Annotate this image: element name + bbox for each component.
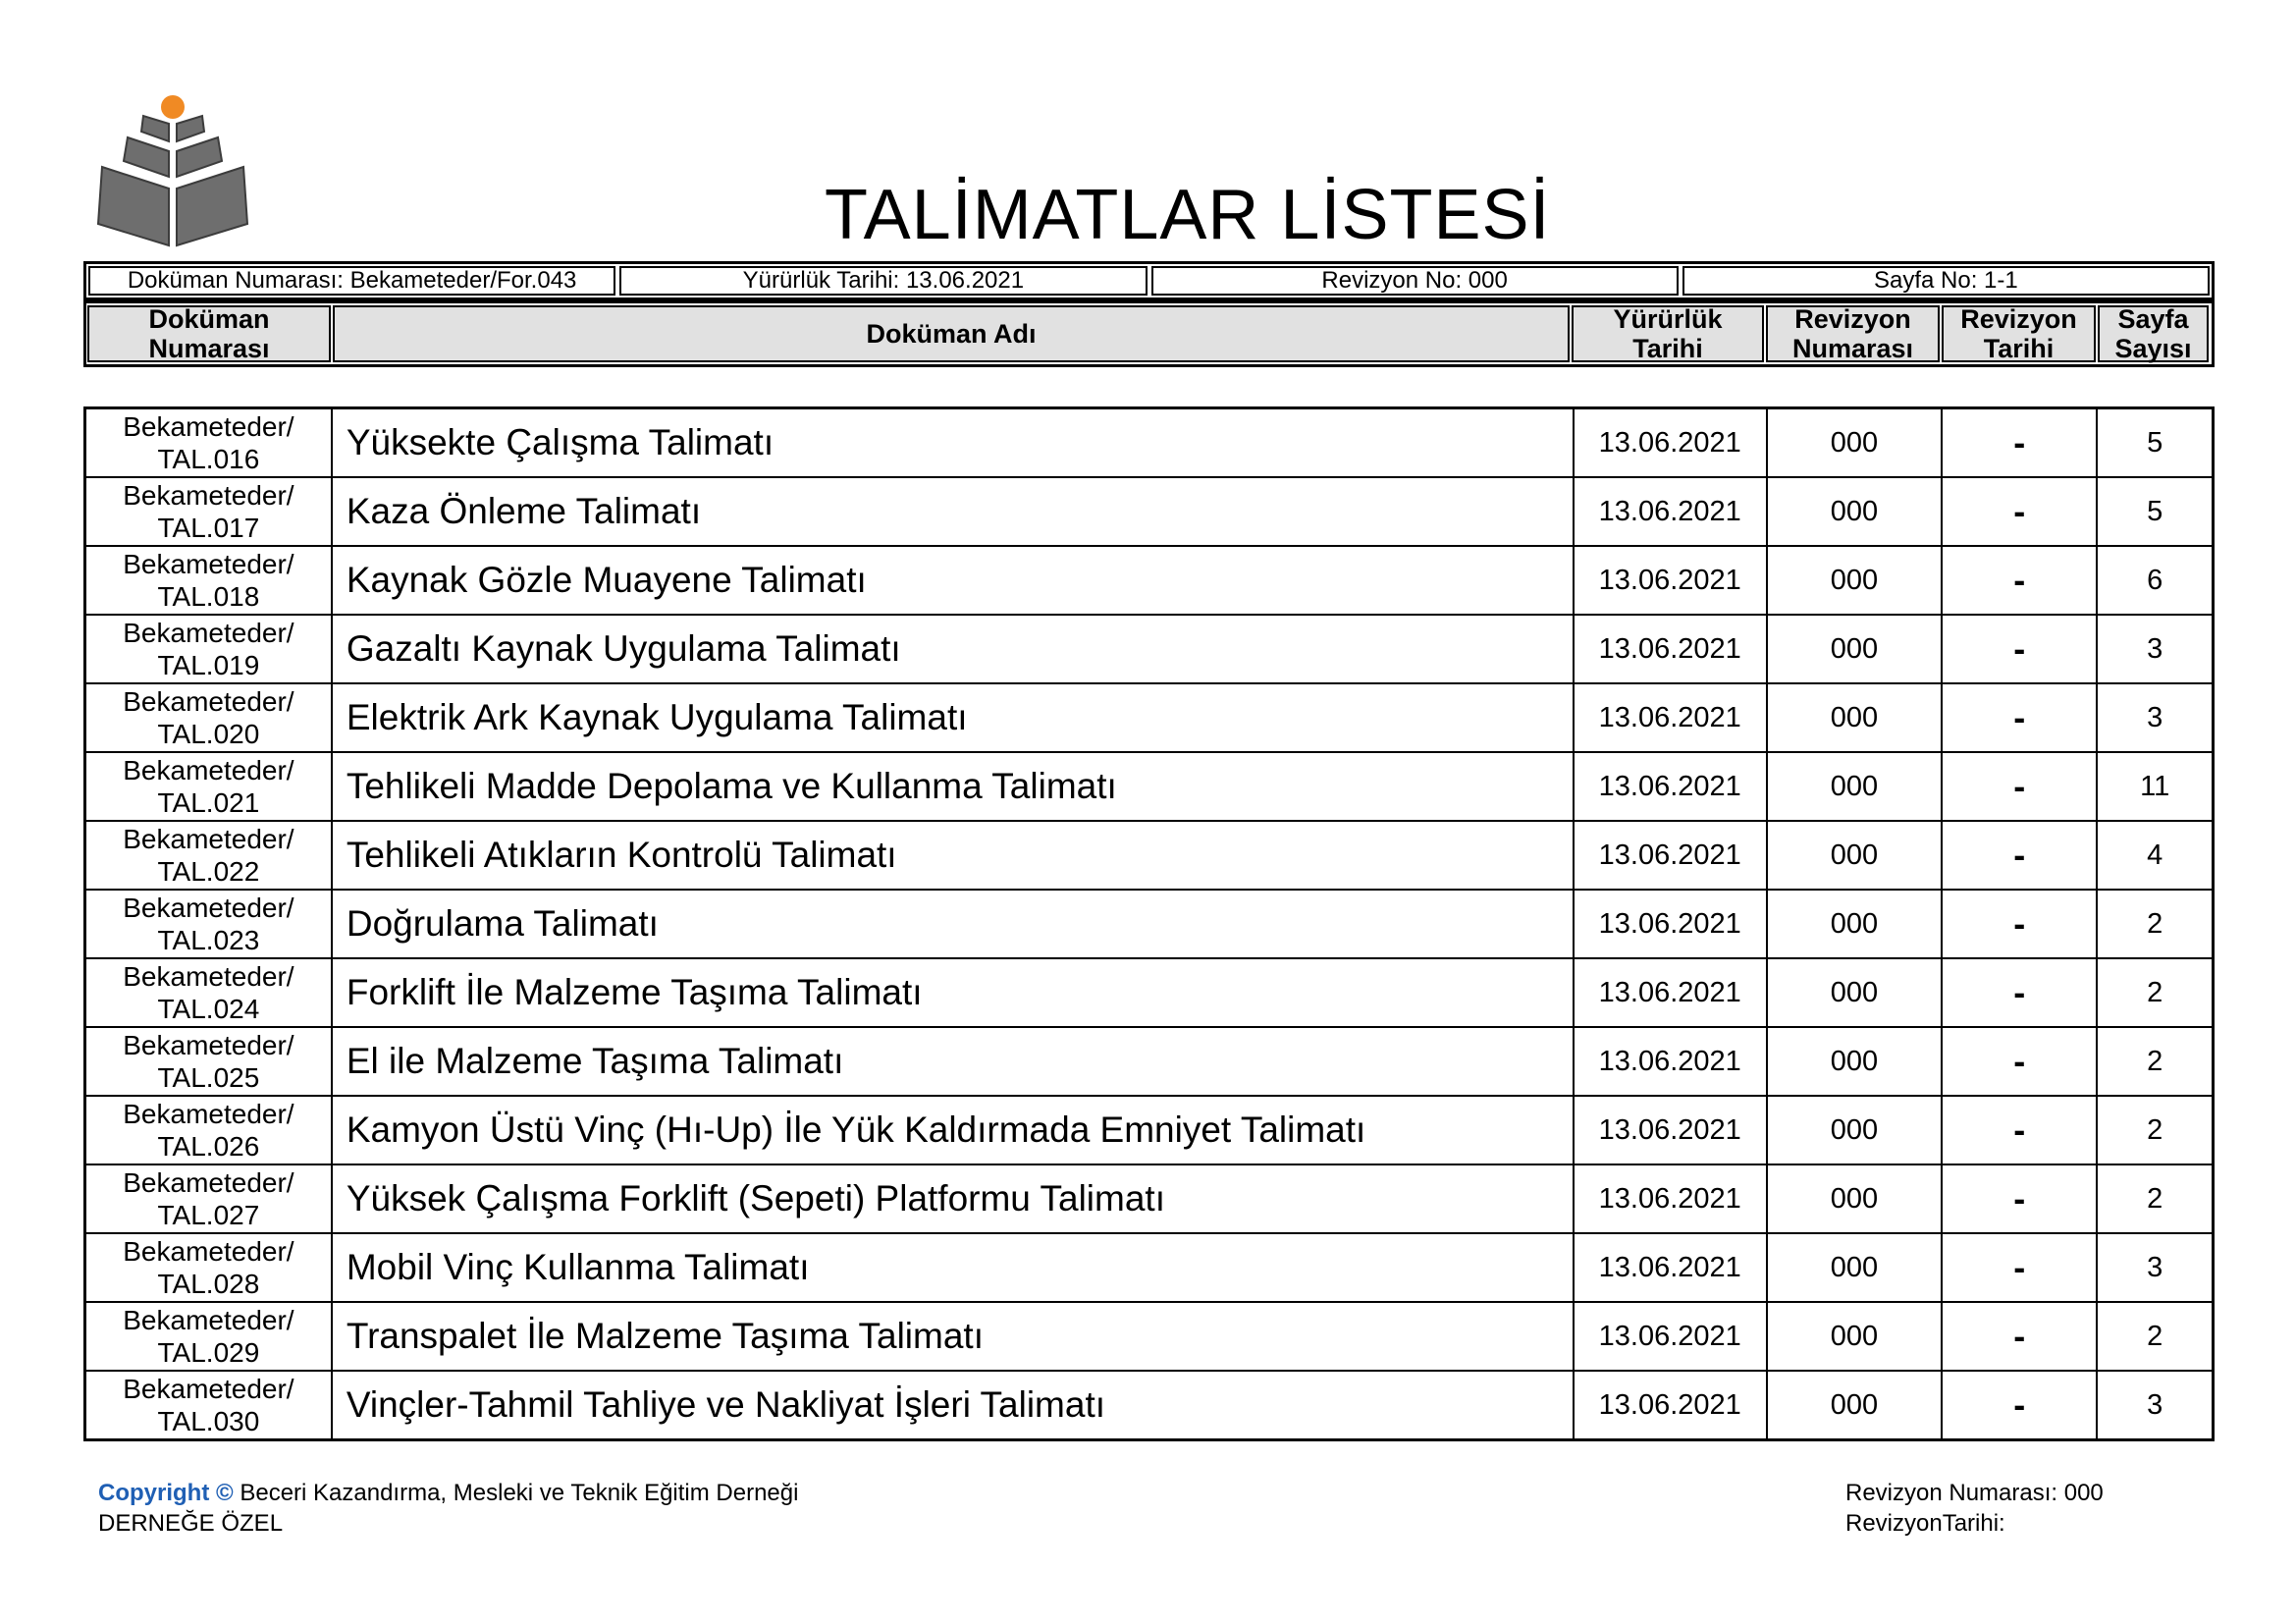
page-count-cell: 4 xyxy=(2097,821,2213,890)
effective-date-cell: 13.06.2021 xyxy=(1574,1302,1767,1371)
page-count-cell: 6 xyxy=(2097,546,2213,615)
table-row xyxy=(85,1302,2214,1371)
revision-date-cell: - xyxy=(1942,408,2097,478)
instructions-table xyxy=(83,406,2215,1441)
page-count-cell: 11 xyxy=(2097,752,2213,821)
doc-code-prefix: Bekameteder/ xyxy=(123,411,294,442)
doc-code-prefix: Bekameteder/ xyxy=(123,1167,294,1198)
revision-number-cell: 000 xyxy=(1767,1371,1942,1440)
doc-code-number: TAL.029 xyxy=(157,1337,260,1368)
revision-number-cell: 000 xyxy=(1767,1164,1942,1233)
revision-number-cell: 000 xyxy=(1767,752,1942,821)
table-row xyxy=(85,477,2214,546)
doc-code-prefix: Bekameteder/ xyxy=(123,618,294,648)
page-count-cell: 3 xyxy=(2097,1233,2213,1302)
effective-date-cell: 13.06.2021 xyxy=(1574,890,1767,958)
doc-code-prefix: Bekameteder/ xyxy=(123,961,294,992)
effective-date-cell: 13.06.2021 xyxy=(1574,683,1767,752)
page-count-cell: 5 xyxy=(2097,477,2213,546)
footer-left xyxy=(98,1478,798,1539)
doc-number-cell xyxy=(85,1233,332,1302)
doc-name-cell: Tehlikeli Madde Depolama ve Kullanma Talimatı xyxy=(332,752,1574,821)
table-row xyxy=(85,821,2214,890)
revision-number-cell: 000 xyxy=(1767,890,1942,958)
doc-code-number: TAL.020 xyxy=(157,719,260,749)
effective-date-cell: 13.06.2021 xyxy=(1574,477,1767,546)
doc-number-cell xyxy=(85,752,332,821)
revision-number-cell: 000 xyxy=(1767,1096,1942,1164)
private-note: DERNEĞE ÖZEL xyxy=(98,1510,284,1537)
table-row xyxy=(85,1027,2214,1096)
meta-revision-no: Revizyon No: 000 xyxy=(1151,266,1679,296)
doc-name-cell: Elektrik Ark Kaynak Uygulama Talimatı xyxy=(332,683,1574,752)
organization-name: Beceri Kazandırma, Mesleki ve Teknik Eğitim Derneği xyxy=(233,1480,799,1506)
table-header xyxy=(83,300,2215,367)
revision-date-cell: - xyxy=(1942,1233,2097,1302)
table-row xyxy=(85,958,2214,1027)
doc-name-cell: Transpalet İle Malzeme Taşıma Talimatı xyxy=(332,1302,1574,1371)
doc-code-prefix: Bekameteder/ xyxy=(123,686,294,717)
doc-number-cell xyxy=(85,1302,332,1371)
meta-page-no: Sayfa No: 1-1 xyxy=(1682,266,2210,296)
effective-date-cell: 13.06.2021 xyxy=(1574,615,1767,683)
revision-number-cell: 000 xyxy=(1767,1233,1942,1302)
revision-date-cell: - xyxy=(1942,1027,2097,1096)
doc-code-prefix: Bekameteder/ xyxy=(123,755,294,785)
header-doc-number: Doküman Numarası xyxy=(87,305,331,362)
page-count-cell: 2 xyxy=(2097,1164,2213,1233)
page-count-cell: 5 xyxy=(2097,408,2213,478)
effective-date-cell: 13.06.2021 xyxy=(1574,958,1767,1027)
copyright-label: Copyright © xyxy=(98,1480,234,1506)
doc-number-cell xyxy=(85,890,332,958)
revision-number-cell: 000 xyxy=(1767,408,1942,478)
effective-date-cell: 13.06.2021 xyxy=(1574,546,1767,615)
footer-revision-date: RevizyonTarihi: xyxy=(1845,1510,2005,1537)
doc-name-cell: Kamyon Üstü Vinç (Hı-Up) İle Yük Kaldırmada Emniyet Talimatı xyxy=(332,1096,1574,1164)
revision-date-cell: - xyxy=(1942,821,2097,890)
doc-code-number: TAL.026 xyxy=(157,1131,260,1162)
table-row xyxy=(85,546,2214,615)
doc-name-cell: Forklift İle Malzeme Taşıma Talimatı xyxy=(332,958,1574,1027)
doc-name-cell: Doğrulama Talimatı xyxy=(332,890,1574,958)
page-count-cell: 2 xyxy=(2097,1027,2213,1096)
doc-code-number: TAL.019 xyxy=(157,650,260,680)
doc-name-cell: Gazaltı Kaynak Uygulama Talimatı xyxy=(332,615,1574,683)
header-revision-date: Revizyon Tarihi xyxy=(1942,305,2096,362)
meta-effective-date: Yürürlük Tarihi: 13.06.2021 xyxy=(619,266,1147,296)
effective-date-cell: 13.06.2021 xyxy=(1574,408,1767,478)
doc-number-cell xyxy=(85,1371,332,1440)
effective-date-cell: 13.06.2021 xyxy=(1574,821,1767,890)
table-row xyxy=(85,752,2214,821)
doc-number-cell xyxy=(85,546,332,615)
doc-code-prefix: Bekameteder/ xyxy=(123,1236,294,1267)
doc-code-prefix: Bekameteder/ xyxy=(123,480,294,511)
doc-code-prefix: Bekameteder/ xyxy=(123,1030,294,1060)
revision-date-cell: - xyxy=(1942,1096,2097,1164)
doc-code-number: TAL.022 xyxy=(157,856,260,887)
doc-code-prefix: Bekameteder/ xyxy=(123,1305,294,1335)
doc-number-cell xyxy=(85,477,332,546)
page-count-cell: 3 xyxy=(2097,615,2213,683)
book-tree-logo-icon xyxy=(94,94,251,251)
revision-date-cell: - xyxy=(1942,1164,2097,1233)
table-row xyxy=(85,1371,2214,1440)
doc-name-cell: El ile Malzeme Taşıma Talimatı xyxy=(332,1027,1574,1096)
table-row xyxy=(85,615,2214,683)
revision-date-cell: - xyxy=(1942,1371,2097,1440)
table-row xyxy=(85,408,2214,478)
doc-code-number: TAL.018 xyxy=(157,581,260,612)
table-row xyxy=(85,1233,2214,1302)
doc-code-prefix: Bekameteder/ xyxy=(123,1374,294,1404)
doc-name-cell: Vinçler-Tahmil Tahliye ve Nakliyat İşleri Talimatı xyxy=(332,1371,1574,1440)
doc-name-cell: Kaynak Gözle Muayene Talimatı xyxy=(332,546,1574,615)
doc-number-cell xyxy=(85,1027,332,1096)
meta-doc-number: Doküman Numarası: Bekameteder/For.043 xyxy=(88,266,615,296)
revision-date-cell: - xyxy=(1942,890,2097,958)
doc-code-prefix: Bekameteder/ xyxy=(123,893,294,923)
page-count-cell: 2 xyxy=(2097,890,2213,958)
revision-number-cell: 000 xyxy=(1767,1027,1942,1096)
header-page-count: Sayfa Sayısı xyxy=(2098,305,2209,362)
footer-revision-number: Revizyon Numarası: 000 xyxy=(1845,1480,2104,1506)
header-effective-date: Yürürlük Tarihi xyxy=(1572,305,1764,362)
table-row xyxy=(85,1164,2214,1233)
effective-date-cell: 13.06.2021 xyxy=(1574,1096,1767,1164)
revision-number-cell: 000 xyxy=(1767,821,1942,890)
effective-date-cell: 13.06.2021 xyxy=(1574,1233,1767,1302)
revision-number-cell: 000 xyxy=(1767,683,1942,752)
effective-date-cell: 13.06.2021 xyxy=(1574,1164,1767,1233)
doc-code-number: TAL.028 xyxy=(157,1269,260,1299)
doc-code-number: TAL.024 xyxy=(157,994,260,1024)
header-doc-name: Doküman Adı xyxy=(333,305,1570,362)
revision-number-cell: 000 xyxy=(1767,546,1942,615)
revision-date-cell: - xyxy=(1942,683,2097,752)
document-meta-row xyxy=(83,261,2215,300)
revision-number-cell: 000 xyxy=(1767,477,1942,546)
doc-name-cell: Yüksekte Çalışma Talimatı xyxy=(332,408,1574,478)
doc-code-prefix: Bekameteder/ xyxy=(123,549,294,579)
doc-code-number: TAL.023 xyxy=(157,925,260,955)
header-revision-number: Revizyon Numarası xyxy=(1766,305,1940,362)
doc-number-cell xyxy=(85,683,332,752)
revision-date-cell: - xyxy=(1942,477,2097,546)
page-count-cell: 3 xyxy=(2097,1371,2213,1440)
effective-date-cell: 13.06.2021 xyxy=(1574,1027,1767,1096)
footer-right xyxy=(1845,1478,2104,1539)
doc-number-cell xyxy=(85,821,332,890)
revision-date-cell: - xyxy=(1942,615,2097,683)
doc-code-prefix: Bekameteder/ xyxy=(123,1099,294,1129)
revision-date-cell: - xyxy=(1942,752,2097,821)
doc-code-number: TAL.027 xyxy=(157,1200,260,1230)
doc-code-number: TAL.021 xyxy=(157,787,260,818)
revision-date-cell: - xyxy=(1942,1302,2097,1371)
revision-number-cell: 000 xyxy=(1767,958,1942,1027)
doc-code-prefix: Bekameteder/ xyxy=(123,824,294,854)
doc-code-number: TAL.016 xyxy=(157,444,260,474)
doc-number-cell xyxy=(85,1164,332,1233)
table-row xyxy=(85,1096,2214,1164)
page-count-cell: 2 xyxy=(2097,958,2213,1027)
revision-date-cell: - xyxy=(1942,958,2097,1027)
effective-date-cell: 13.06.2021 xyxy=(1574,1371,1767,1440)
revision-number-cell: 000 xyxy=(1767,615,1942,683)
table-row xyxy=(85,890,2214,958)
table-row xyxy=(85,683,2214,752)
doc-name-cell: Kaza Önleme Talimatı xyxy=(332,477,1574,546)
doc-code-number: TAL.025 xyxy=(157,1062,260,1093)
doc-code-number: TAL.030 xyxy=(157,1406,260,1436)
doc-number-cell xyxy=(85,408,332,478)
revision-number-cell: 000 xyxy=(1767,1302,1942,1371)
doc-number-cell xyxy=(85,615,332,683)
doc-name-cell: Tehlikeli Atıkların Kontrolü Talimatı xyxy=(332,821,1574,890)
doc-number-cell xyxy=(85,1096,332,1164)
page-count-cell: 3 xyxy=(2097,683,2213,752)
doc-name-cell: Mobil Vinç Kullanma Talimatı xyxy=(332,1233,1574,1302)
page-count-cell: 2 xyxy=(2097,1096,2213,1164)
doc-name-cell: Yüksek Çalışma Forklift (Sepeti) Platformu Talimatı xyxy=(332,1164,1574,1233)
revision-date-cell: - xyxy=(1942,546,2097,615)
table-body xyxy=(85,408,2214,1440)
doc-code-number: TAL.017 xyxy=(157,513,260,543)
page-title: TALİMATLAR LİSTESİ xyxy=(825,176,1551,254)
effective-date-cell: 13.06.2021 xyxy=(1574,752,1767,821)
page-count-cell: 2 xyxy=(2097,1302,2213,1371)
doc-number-cell xyxy=(85,958,332,1027)
